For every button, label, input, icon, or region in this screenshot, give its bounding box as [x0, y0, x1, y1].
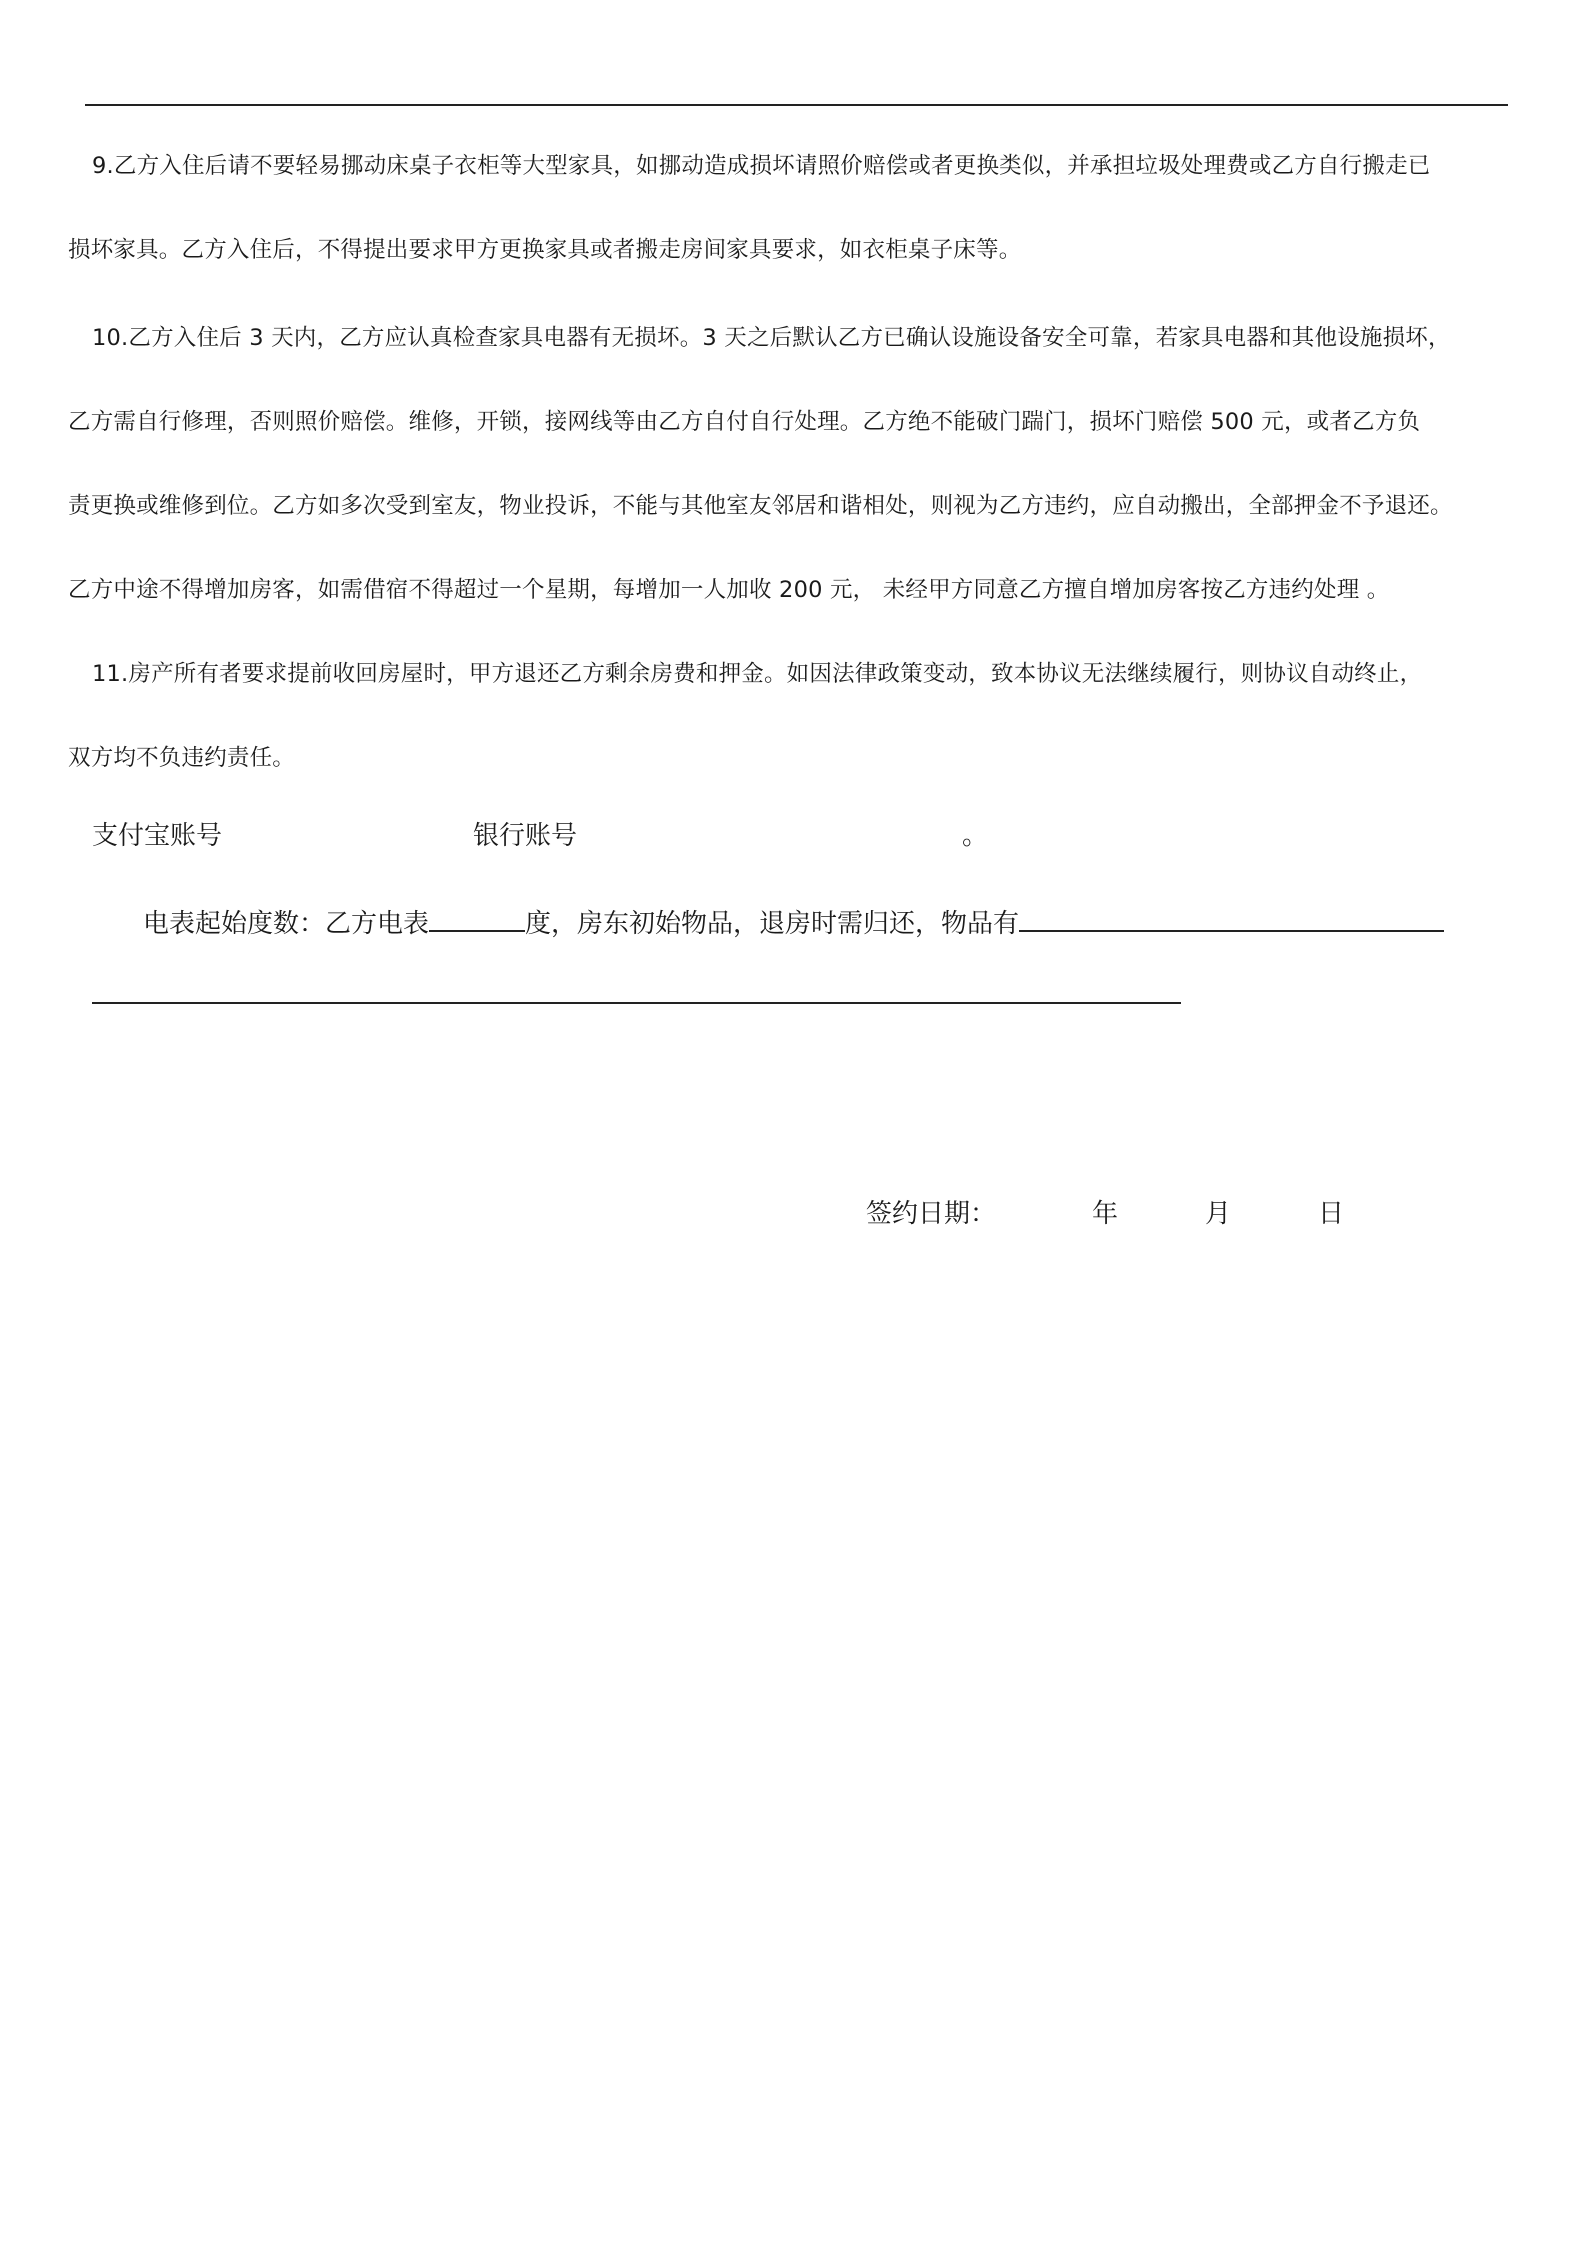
- clause-line: 11.房产所有者要求提前收回房屋时，甲方退还乙方剩余房费和押金。如因法律政策变动，致本协议无法继续履行，则协议自动终止，: [92, 661, 1423, 687]
- top-divider: [85, 104, 1508, 106]
- sign-day-label: 日: [1318, 1199, 1345, 1229]
- sign-year-label: 年: [1092, 1199, 1119, 1229]
- sign-month-label: 月: [1205, 1199, 1232, 1229]
- meter-label: 电表起始度数：乙方电表: [143, 909, 430, 939]
- meter-reading-blank[interactable]: [429, 900, 525, 932]
- clause-9: [68, 124, 1510, 292]
- clause-line: 双方均不负违约责任。: [68, 745, 296, 771]
- clause-line: 责更换或维修到位。乙方如多次受到室友，物业投诉，不能与其他室友邻居和谐相处，则视为乙方违约，应自动搬出，全部押金不予退还。: [68, 493, 1453, 519]
- account-end-mark: 。: [962, 821, 989, 851]
- clause-line: 损坏家具。乙方入住后，不得提出要求甲方更换家具或者搬走房间家具要求，如衣柜桌子床等。: [68, 237, 1022, 263]
- clause-line: 乙方需自行修理，否则照价赔偿。维修，开锁，接网线等由乙方自付自行处理。乙方绝不能破门踹门，损坏门赔偿 500 元，或者乙方负: [68, 409, 1421, 435]
- clause-10: [68, 296, 1510, 632]
- clause-line: 乙方中途不得增加房客，如需借宿不得超过一个星期，每增加一人加收 200 元， 未经甲方同意乙方擅自增加房客按乙方违约处理 。: [68, 577, 1390, 603]
- clause-line: 9.乙方入住后请不要轻易挪动床桌子衣柜等大型家具，如挪动造成损坏请照价赔偿或者更换类似，并承担垃圾处理费或乙方自行搬走已: [92, 153, 1431, 179]
- alipay-account-label: 支付宝账号: [92, 821, 223, 851]
- meter-degree-text: 度，房东初始物品，退房时需归还，物品有: [525, 909, 1020, 939]
- clause-line: 10.乙方入住后 3 天内，乙方应认真检查家具电器有无损坏。3 天之后默认乙方已确认设施设备安全可靠，若家具电器和其他设施损坏，: [92, 325, 1451, 351]
- items-list-blank[interactable]: [1019, 900, 1444, 932]
- meter-reading-row: [143, 900, 1444, 944]
- items-list-continuation-line[interactable]: [92, 1002, 1181, 1004]
- sign-date-label: 签约日期：: [866, 1199, 997, 1229]
- clause-11: [68, 632, 1510, 800]
- bank-account-label: 银行账号: [473, 821, 578, 851]
